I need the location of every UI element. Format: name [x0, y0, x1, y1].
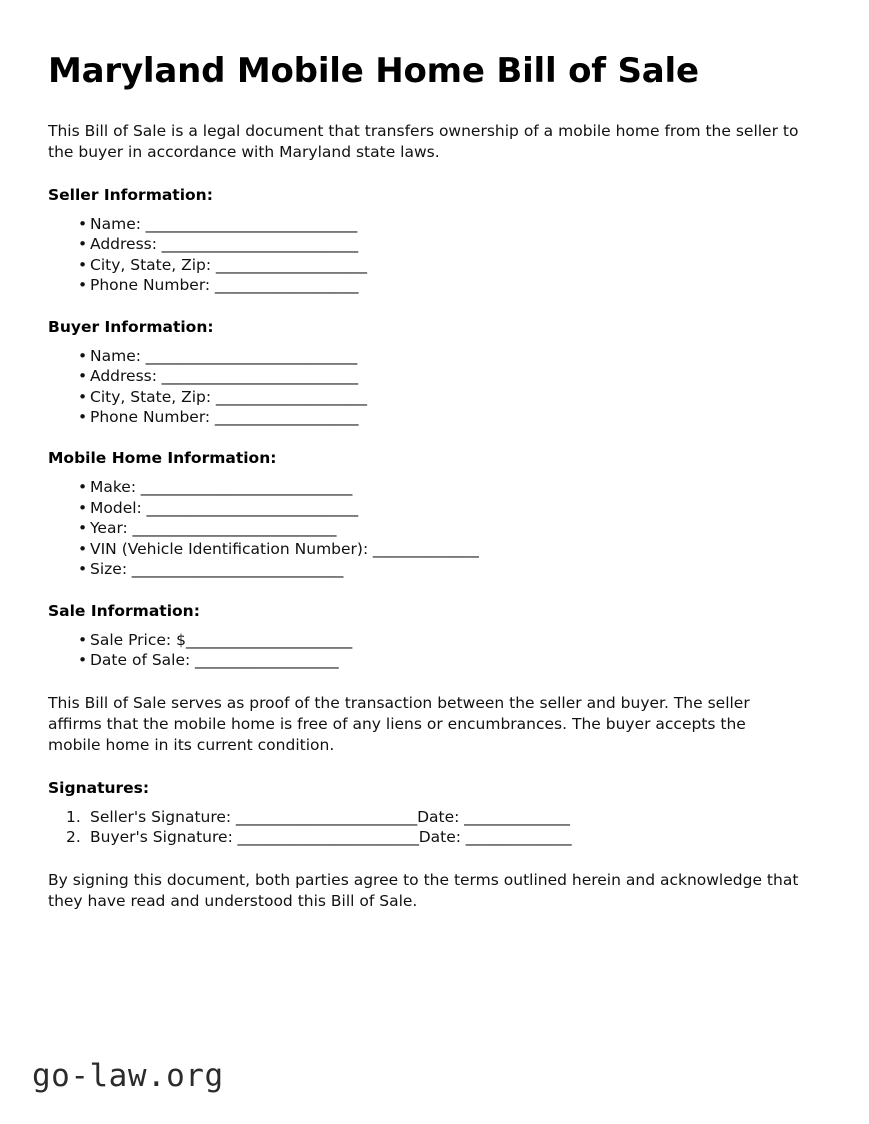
field-label: VIN (Vehicle Identification Number): [90, 539, 369, 558]
field-blank-line[interactable]: ____________________ [211, 387, 367, 406]
field-vin [48, 539, 800, 559]
mobile-home-information-fields [48, 477, 800, 579]
field-blank-line[interactable]: ____________________________ [140, 214, 358, 233]
site-watermark: go-law.org [32, 1058, 224, 1094]
field-blank-line[interactable]: __________________________ [156, 235, 358, 254]
page-title: Maryland Mobile Home Bill of Sale [48, 51, 699, 91]
field-sale-price [48, 630, 800, 650]
signature-label: Buyer's Signature: [90, 828, 233, 847]
closing-paragraph: By signing this document, both parties agree to the terms outlined herein and acknowledge that they have read and understood this Bill of Sale. [48, 870, 799, 911]
signature-row-buyer [48, 827, 800, 847]
field-label: Name: [90, 346, 141, 365]
field-label: Name: [90, 214, 141, 233]
field-buyer-phone-number [48, 407, 800, 427]
field-blank-line[interactable]: ___________________ [190, 651, 339, 670]
field-seller-city-state-zip [48, 255, 800, 275]
field-label: Size: [90, 560, 128, 579]
field-blank-line[interactable]: __________________________ [156, 367, 358, 386]
seller-information-fields [48, 214, 800, 296]
field-buyer-city-state-zip [48, 387, 800, 407]
date-blank-line[interactable]: ______________ [461, 828, 572, 847]
field-blank-line[interactable]: ______________________ [185, 630, 353, 649]
field-seller-phone-number [48, 275, 800, 295]
signatures-heading: Signatures: [48, 778, 150, 797]
seller-information-heading: Seller Information: [48, 185, 213, 204]
affirmation-paragraph: This Bill of Sale serves as proof of the transaction between the seller and buyer. The seller affirms that the mobile home is free of any liens or encumbrances. The buyer accepts the mobile home in its current condition. [48, 693, 750, 755]
signature-row-seller [48, 807, 800, 827]
field-blank-line[interactable]: ______________ [368, 539, 479, 558]
field-label: Model: [90, 498, 142, 517]
field-buyer-address [48, 366, 800, 386]
field-label: Date of Sale: [90, 651, 191, 670]
mobile-home-information-heading: Mobile Home Information: [48, 449, 277, 468]
field-buyer-name [48, 346, 800, 366]
field-model [48, 498, 800, 518]
field-seller-address [48, 234, 800, 254]
signature-label: Seller's Signature: [90, 807, 232, 826]
field-blank-line[interactable]: ____________________________ [127, 560, 344, 579]
field-label: Phone Number: [90, 276, 211, 295]
field-date-of-sale [48, 650, 800, 670]
field-blank-line[interactable]: ___________________ [210, 276, 359, 295]
field-label: City, State, Zip: [90, 387, 212, 406]
field-blank-line[interactable]: ____________________________ [141, 498, 358, 517]
field-blank-line[interactable]: ___________________ [210, 408, 359, 427]
intro-paragraph: This Bill of Sale is a legal document that transfers ownership of a mobile home from the seller to the buyer in accordance with Maryland state laws. [48, 122, 799, 162]
date-label: Date: [417, 807, 460, 826]
field-blank-line[interactable]: ___________________________ [127, 519, 337, 538]
field-label: City, State, Zip: [90, 255, 212, 274]
sale-information-heading: Sale Information: [48, 601, 200, 620]
document-content [48, 52, 800, 934]
signature-blank-line[interactable]: ________________________ [232, 828, 419, 847]
signature-blank-line[interactable]: ________________________ [231, 807, 418, 826]
buyer-information-heading: Buyer Information: [48, 317, 214, 336]
field-label: Sale Price: $ [90, 630, 186, 649]
field-blank-line[interactable]: ____________________________ [140, 346, 358, 365]
field-blank-line[interactable]: ____________________________ [136, 478, 353, 497]
field-blank-line[interactable]: ____________________ [211, 255, 367, 274]
field-size [48, 559, 800, 579]
field-label: Address: [90, 235, 157, 254]
field-label: Make: [90, 478, 137, 497]
signatures-list [48, 807, 800, 848]
field-make [48, 477, 800, 497]
field-label: Year: [90, 519, 128, 538]
field-label: Address: [90, 367, 157, 386]
field-year [48, 518, 800, 538]
date-label: Date: [418, 828, 462, 847]
sale-information-fields [48, 630, 800, 671]
buyer-information-fields [48, 346, 800, 428]
field-label: Phone Number: [90, 408, 211, 427]
field-seller-name [48, 214, 800, 234]
date-blank-line[interactable]: ______________ [459, 807, 570, 826]
